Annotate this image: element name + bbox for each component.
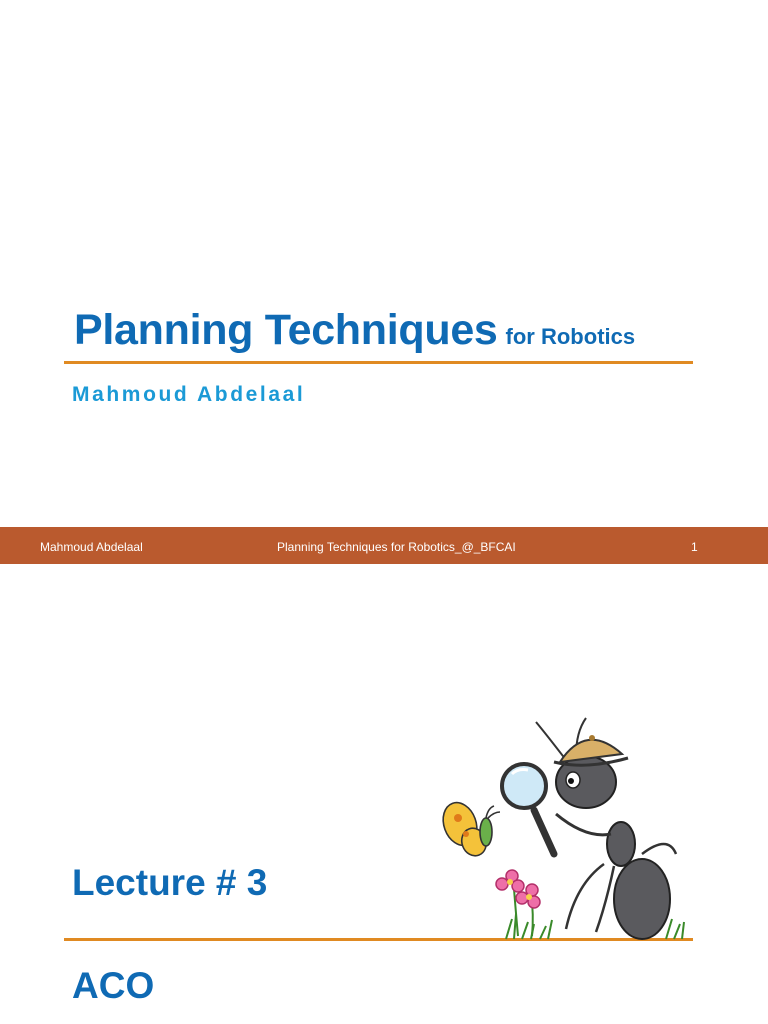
title-divider (64, 361, 693, 364)
ant-explorer-icon (436, 714, 696, 946)
ant-abdomen-icon (614, 859, 670, 939)
lecture-number: Lecture # 3 (72, 862, 268, 903)
footer-author: Mahmoud Abdelaal (40, 540, 143, 554)
slide-title (74, 306, 635, 355)
flower-icon (496, 870, 540, 936)
author-name: Mahmoud Abdelaal (72, 383, 306, 406)
butterfly-icon (437, 798, 500, 859)
lecture-topic: ACO (72, 965, 155, 1006)
magnifying-glass-icon (502, 764, 554, 854)
title-main: Planning Techniques (74, 306, 498, 354)
lecture-slide (0, 564, 768, 1024)
title-sub: for Robotics (505, 324, 636, 349)
footer-course: Planning Techniques for Robotics_@_BFCAI (277, 540, 516, 554)
slide-footer (0, 527, 768, 564)
footer-page-number: 1 (691, 540, 698, 554)
